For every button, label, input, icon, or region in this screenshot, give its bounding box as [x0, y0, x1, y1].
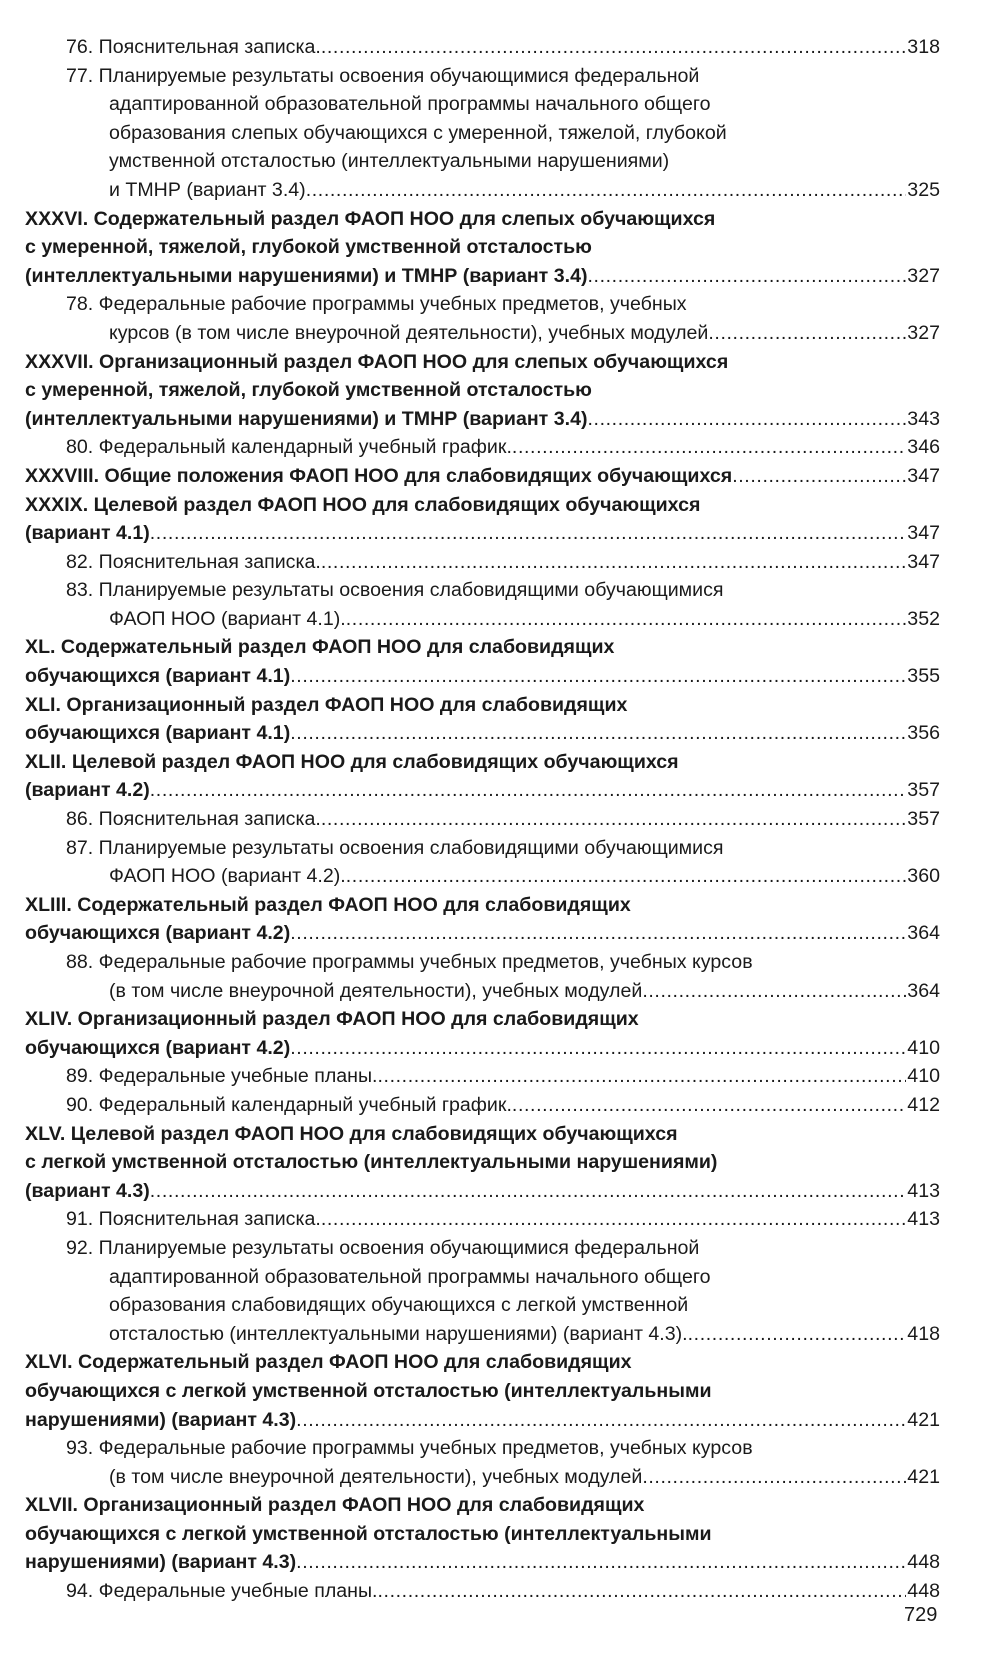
- toc-subsection-entry: [66, 948, 940, 1005]
- toc-entry-last-line: [66, 977, 940, 1006]
- toc-section-entry: [25, 348, 940, 434]
- toc-entry-line: XLVII. Организационный раздел ФАОП НОО для слабовидящих: [25, 1494, 645, 1517]
- toc-entry-line: ФАОП НОО (вариант 4.1).: [109, 607, 346, 630]
- toc-subsection-entry: [66, 1091, 940, 1120]
- dot-leader: [732, 462, 906, 491]
- toc-page-number: 448: [907, 1551, 940, 1574]
- toc-section-entry: [25, 462, 940, 491]
- toc-page-number: 364: [907, 979, 940, 1002]
- toc-entry-last-line: [25, 662, 940, 691]
- toc-entry-last-line: [66, 319, 940, 348]
- toc-entry-line: XXXVII. Организационный раздел ФАОП НОО для слепых обучающихся: [25, 350, 729, 373]
- toc-entry-line: XLIV. Организационный раздел ФАОП НОО для слабовидящих: [25, 1008, 639, 1031]
- toc-section-entry: [25, 633, 940, 690]
- dot-leader: [378, 1062, 907, 1091]
- dot-leader: [512, 1091, 906, 1120]
- toc-subsection-entry: [66, 1234, 940, 1348]
- toc-entry-last-line: [66, 176, 940, 205]
- toc-page-number: 352: [907, 607, 940, 630]
- toc-page-number: 360: [907, 865, 940, 888]
- toc-entry-last-line: [66, 1062, 940, 1091]
- toc-entry-line: образования слепых обучающихся с умеренной, тяжелой, глубокой: [109, 121, 727, 144]
- toc-page-number: 327: [907, 321, 940, 344]
- toc-page-number: 325: [907, 178, 940, 201]
- toc-entry-last-line: [66, 1577, 940, 1606]
- toc-entry-last-line: [66, 862, 940, 891]
- toc-section-entry: [25, 891, 940, 948]
- toc-page-number: 410: [907, 1065, 940, 1088]
- toc-entry-last-line: [25, 462, 940, 491]
- toc-entry-last-line: [25, 1177, 940, 1206]
- toc-page-number: 357: [907, 779, 940, 802]
- toc-entry-last-line: [66, 805, 940, 834]
- toc-entry-last-line: [25, 1406, 940, 1435]
- dot-leader: [642, 1463, 906, 1492]
- toc-entry-last-line: [66, 33, 940, 62]
- toc-page-number: 421: [907, 1408, 940, 1431]
- toc-page-number: 357: [907, 808, 940, 831]
- dot-leader: [378, 1577, 907, 1606]
- toc-entry-line: 77. Планируемые результаты освоения обучающимися федеральной: [66, 64, 700, 87]
- dot-leader: [150, 776, 907, 805]
- toc-section-entry: [25, 491, 940, 548]
- toc-page-number: 347: [907, 550, 940, 573]
- dot-leader: [290, 662, 906, 691]
- toc-page-number: 413: [907, 1208, 940, 1231]
- toc-page-number: 356: [907, 722, 940, 745]
- dot-leader: [296, 1406, 906, 1435]
- toc-entry-last-line: [25, 519, 940, 548]
- toc-section-entry: [25, 1120, 940, 1206]
- toc-entry-line: обучающихся (вариант 4.1): [25, 665, 291, 688]
- toc-entry-line: (вариант 4.2): [25, 779, 150, 802]
- dot-leader: [321, 1205, 906, 1234]
- toc-entry-line: 76. Пояснительная записка.: [66, 36, 321, 58]
- toc-entry-line: отсталостью (интеллектуальными нарушениями) (вариант 4.3).: [109, 1322, 688, 1345]
- toc-entry-line: нарушениями) (вариант 4.3): [25, 1408, 297, 1431]
- toc-entry-line: (вариант 4.3): [25, 1179, 150, 1202]
- toc-entry-line: и ТМНР (вариант 3.4): [109, 178, 306, 201]
- toc-page-number: 347: [907, 464, 940, 487]
- toc-entry-line: XL. Содержательный раздел ФАОП НОО для слабовидящих: [25, 636, 615, 659]
- toc-entry-line: XLII. Целевой раздел ФАОП НОО для слабовидящих обучающихся: [25, 750, 679, 773]
- toc-entry-line: 80. Федеральный календарный учебный график.: [66, 436, 512, 459]
- toc-entry-last-line: [25, 1034, 940, 1063]
- toc-entry-last-line: [25, 919, 940, 948]
- dot-leader: [708, 319, 906, 348]
- toc-entry-last-line: [66, 548, 940, 577]
- toc-subsection-entry: [66, 834, 940, 891]
- toc-entry-line: XXXIX. Целевой раздел ФАОП НОО для слабовидящих обучающихся: [25, 493, 701, 516]
- toc-page-number: 318: [907, 36, 940, 58]
- toc-entry-line: с умеренной, тяжелой, глубокой умственной отсталостью: [25, 379, 592, 402]
- toc-entry-line: 87. Планируемые результаты освоения слабовидящими обучающимися: [66, 836, 724, 859]
- toc-entry-line: (вариант 4.1): [25, 522, 150, 545]
- toc-entry-last-line: [25, 405, 940, 434]
- toc-entry-line: обучающихся с легкой умственной отсталостью (интеллектуальными: [25, 1379, 712, 1402]
- toc-entry-line: 82. Пояснительная записка.: [66, 550, 321, 573]
- toc-entry-line: XLIII. Содержательный раздел ФАОП НОО для слабовидящих: [25, 893, 631, 916]
- toc-entry-line: нарушениями) (вариант 4.3): [25, 1551, 297, 1574]
- toc-page-number: 355: [907, 665, 940, 688]
- dot-leader: [321, 548, 906, 577]
- toc-subsection-entry: [66, 1577, 940, 1606]
- toc-entry-line: 91. Пояснительная записка.: [66, 1208, 321, 1231]
- toc-section-entry: [25, 205, 940, 291]
- toc-section-entry: [25, 691, 940, 748]
- toc-entry-line: обучающихся (вариант 4.1): [25, 722, 291, 745]
- toc-entry-line: 92. Планируемые результаты освоения обучающимися федеральной: [66, 1236, 700, 1259]
- dot-leader: [588, 405, 907, 434]
- toc-entry-line: 93. Федеральные рабочие программы учебных предметов, учебных курсов: [66, 1437, 753, 1460]
- table-of-contents: [0, 33, 1000, 1606]
- toc-entry-line: адаптированной образовательной программы начального общего: [109, 1265, 711, 1288]
- toc-section-entry: [25, 1491, 940, 1577]
- dot-leader: [150, 1177, 907, 1206]
- toc-section-entry: [25, 1348, 940, 1434]
- toc-subsection-entry: [66, 290, 940, 347]
- dot-leader: [588, 262, 907, 291]
- dot-leader: [296, 1548, 906, 1577]
- toc-page-number: 421: [907, 1465, 940, 1488]
- toc-subsection-entry: [66, 1205, 940, 1234]
- toc-entry-line: умственной отсталостью (интеллектуальными нарушениями): [109, 150, 670, 173]
- dot-leader: [346, 605, 907, 634]
- toc-page-number: 364: [907, 922, 940, 945]
- toc-entry-line: 83. Планируемые результаты освоения слабовидящими обучающимися: [66, 579, 724, 602]
- toc-page-number: 413: [907, 1179, 940, 1202]
- toc-page-number: 410: [907, 1036, 940, 1059]
- toc-page-number: 343: [907, 407, 940, 430]
- toc-entry-last-line: [66, 1463, 940, 1492]
- toc-entry-line: образования слабовидящих обучающихся с легкой умственной: [109, 1294, 689, 1317]
- toc-subsection-entry: [66, 33, 940, 62]
- toc-entry-last-line: [66, 1320, 940, 1349]
- toc-entry-line: 86. Пояснительная записка.: [66, 808, 321, 831]
- toc-section-entry: [25, 748, 940, 805]
- toc-page-number: 412: [907, 1093, 940, 1116]
- dot-leader: [150, 519, 907, 548]
- toc-entry-last-line: [25, 1548, 940, 1577]
- toc-entry-line: (интеллектуальными нарушениями) и ТМНР (вариант 3.4): [25, 264, 588, 287]
- toc-entry-last-line: [66, 1205, 940, 1234]
- toc-page-number: 418: [907, 1322, 940, 1345]
- dot-leader: [688, 1320, 907, 1349]
- toc-entry-line: 94. Федеральные учебные планы.: [66, 1580, 378, 1603]
- toc-entry-line: курсов (в том числе внеурочной деятельности), учебных модулей: [109, 321, 709, 344]
- toc-entry-line: XLV. Целевой раздел ФАОП НОО для слабовидящих обучающихся: [25, 1122, 678, 1145]
- toc-entry-line: XLI. Организационный раздел ФАОП НОО для слабовидящих: [25, 693, 628, 716]
- toc-entry-line: (в том числе внеурочной деятельности), учебных модулей: [109, 1465, 643, 1488]
- dot-leader: [290, 1034, 906, 1063]
- toc-section-entry: [25, 1005, 940, 1062]
- toc-entry-line: (в том числе внеурочной деятельности), учебных модулей: [109, 979, 643, 1002]
- toc-entry-line: XXXVI. Содержательный раздел ФАОП НОО для слепых обучающихся: [25, 207, 716, 230]
- toc-entry-line: 90. Федеральный календарный учебный график.: [66, 1093, 512, 1116]
- toc-entry-last-line: [25, 776, 940, 805]
- toc-entry-line: адаптированной образовательной программы начального общего: [109, 93, 711, 116]
- toc-subsection-entry: [66, 1062, 940, 1091]
- toc-entry-last-line: [25, 262, 940, 291]
- toc-subsection-entry: [66, 62, 940, 205]
- toc-entry-last-line: [66, 1091, 940, 1120]
- toc-entry-line: обучающихся (вариант 4.2): [25, 922, 291, 945]
- toc-subsection-entry: [66, 576, 940, 633]
- dot-leader: [321, 33, 906, 62]
- dot-leader: [290, 719, 906, 748]
- toc-entry-line: XXXVIII. Общие положения ФАОП НОО для слабовидящих обучающихся: [25, 464, 733, 487]
- toc-entry-line: обучающихся (вариант 4.2): [25, 1036, 291, 1059]
- dot-leader: [512, 433, 906, 462]
- toc-entry-line: 78. Федеральные рабочие программы учебных предметов, учебных: [66, 293, 687, 316]
- toc-entry-line: 88. Федеральные рабочие программы учебных предметов, учебных курсов: [66, 951, 753, 973]
- toc-entry-line: 89. Федеральные учебные планы.: [66, 1065, 378, 1088]
- toc-entry-line: обучающихся с легкой умственной отсталостью (интеллектуальными: [25, 1522, 712, 1545]
- toc-entry-last-line: [66, 433, 940, 462]
- toc-entry-line: (интеллектуальными нарушениями) и ТМНР (вариант 3.4): [25, 407, 588, 430]
- toc-page-number: 448: [907, 1580, 940, 1603]
- toc-page-number: 327: [907, 264, 940, 287]
- toc-entry-last-line: [66, 605, 940, 634]
- toc-page-number: 346: [907, 436, 940, 459]
- toc-page-number: 347: [907, 522, 940, 545]
- dot-leader: [346, 862, 907, 891]
- page-number: 729: [904, 1604, 938, 1626]
- toc-entry-line: с легкой умственной отсталостью (интеллектуальными нарушениями): [25, 1151, 718, 1174]
- toc-subsection-entry: [66, 805, 940, 834]
- toc-entry-line: с умеренной, тяжелой, глубокой умственной отсталостью: [25, 236, 592, 259]
- toc-entry-last-line: [25, 719, 940, 748]
- dot-leader: [306, 176, 907, 205]
- toc-entry-line: ФАОП НОО (вариант 4.2).: [109, 865, 346, 888]
- dot-leader: [321, 805, 906, 834]
- toc-entry-line: XLVI. Содержательный раздел ФАОП НОО для слабовидящих: [25, 1351, 632, 1374]
- dot-leader: [290, 919, 906, 948]
- toc-subsection-entry: [66, 1434, 940, 1491]
- dot-leader: [642, 977, 906, 1006]
- toc-subsection-entry: [66, 548, 940, 577]
- toc-subsection-entry: [66, 433, 940, 462]
